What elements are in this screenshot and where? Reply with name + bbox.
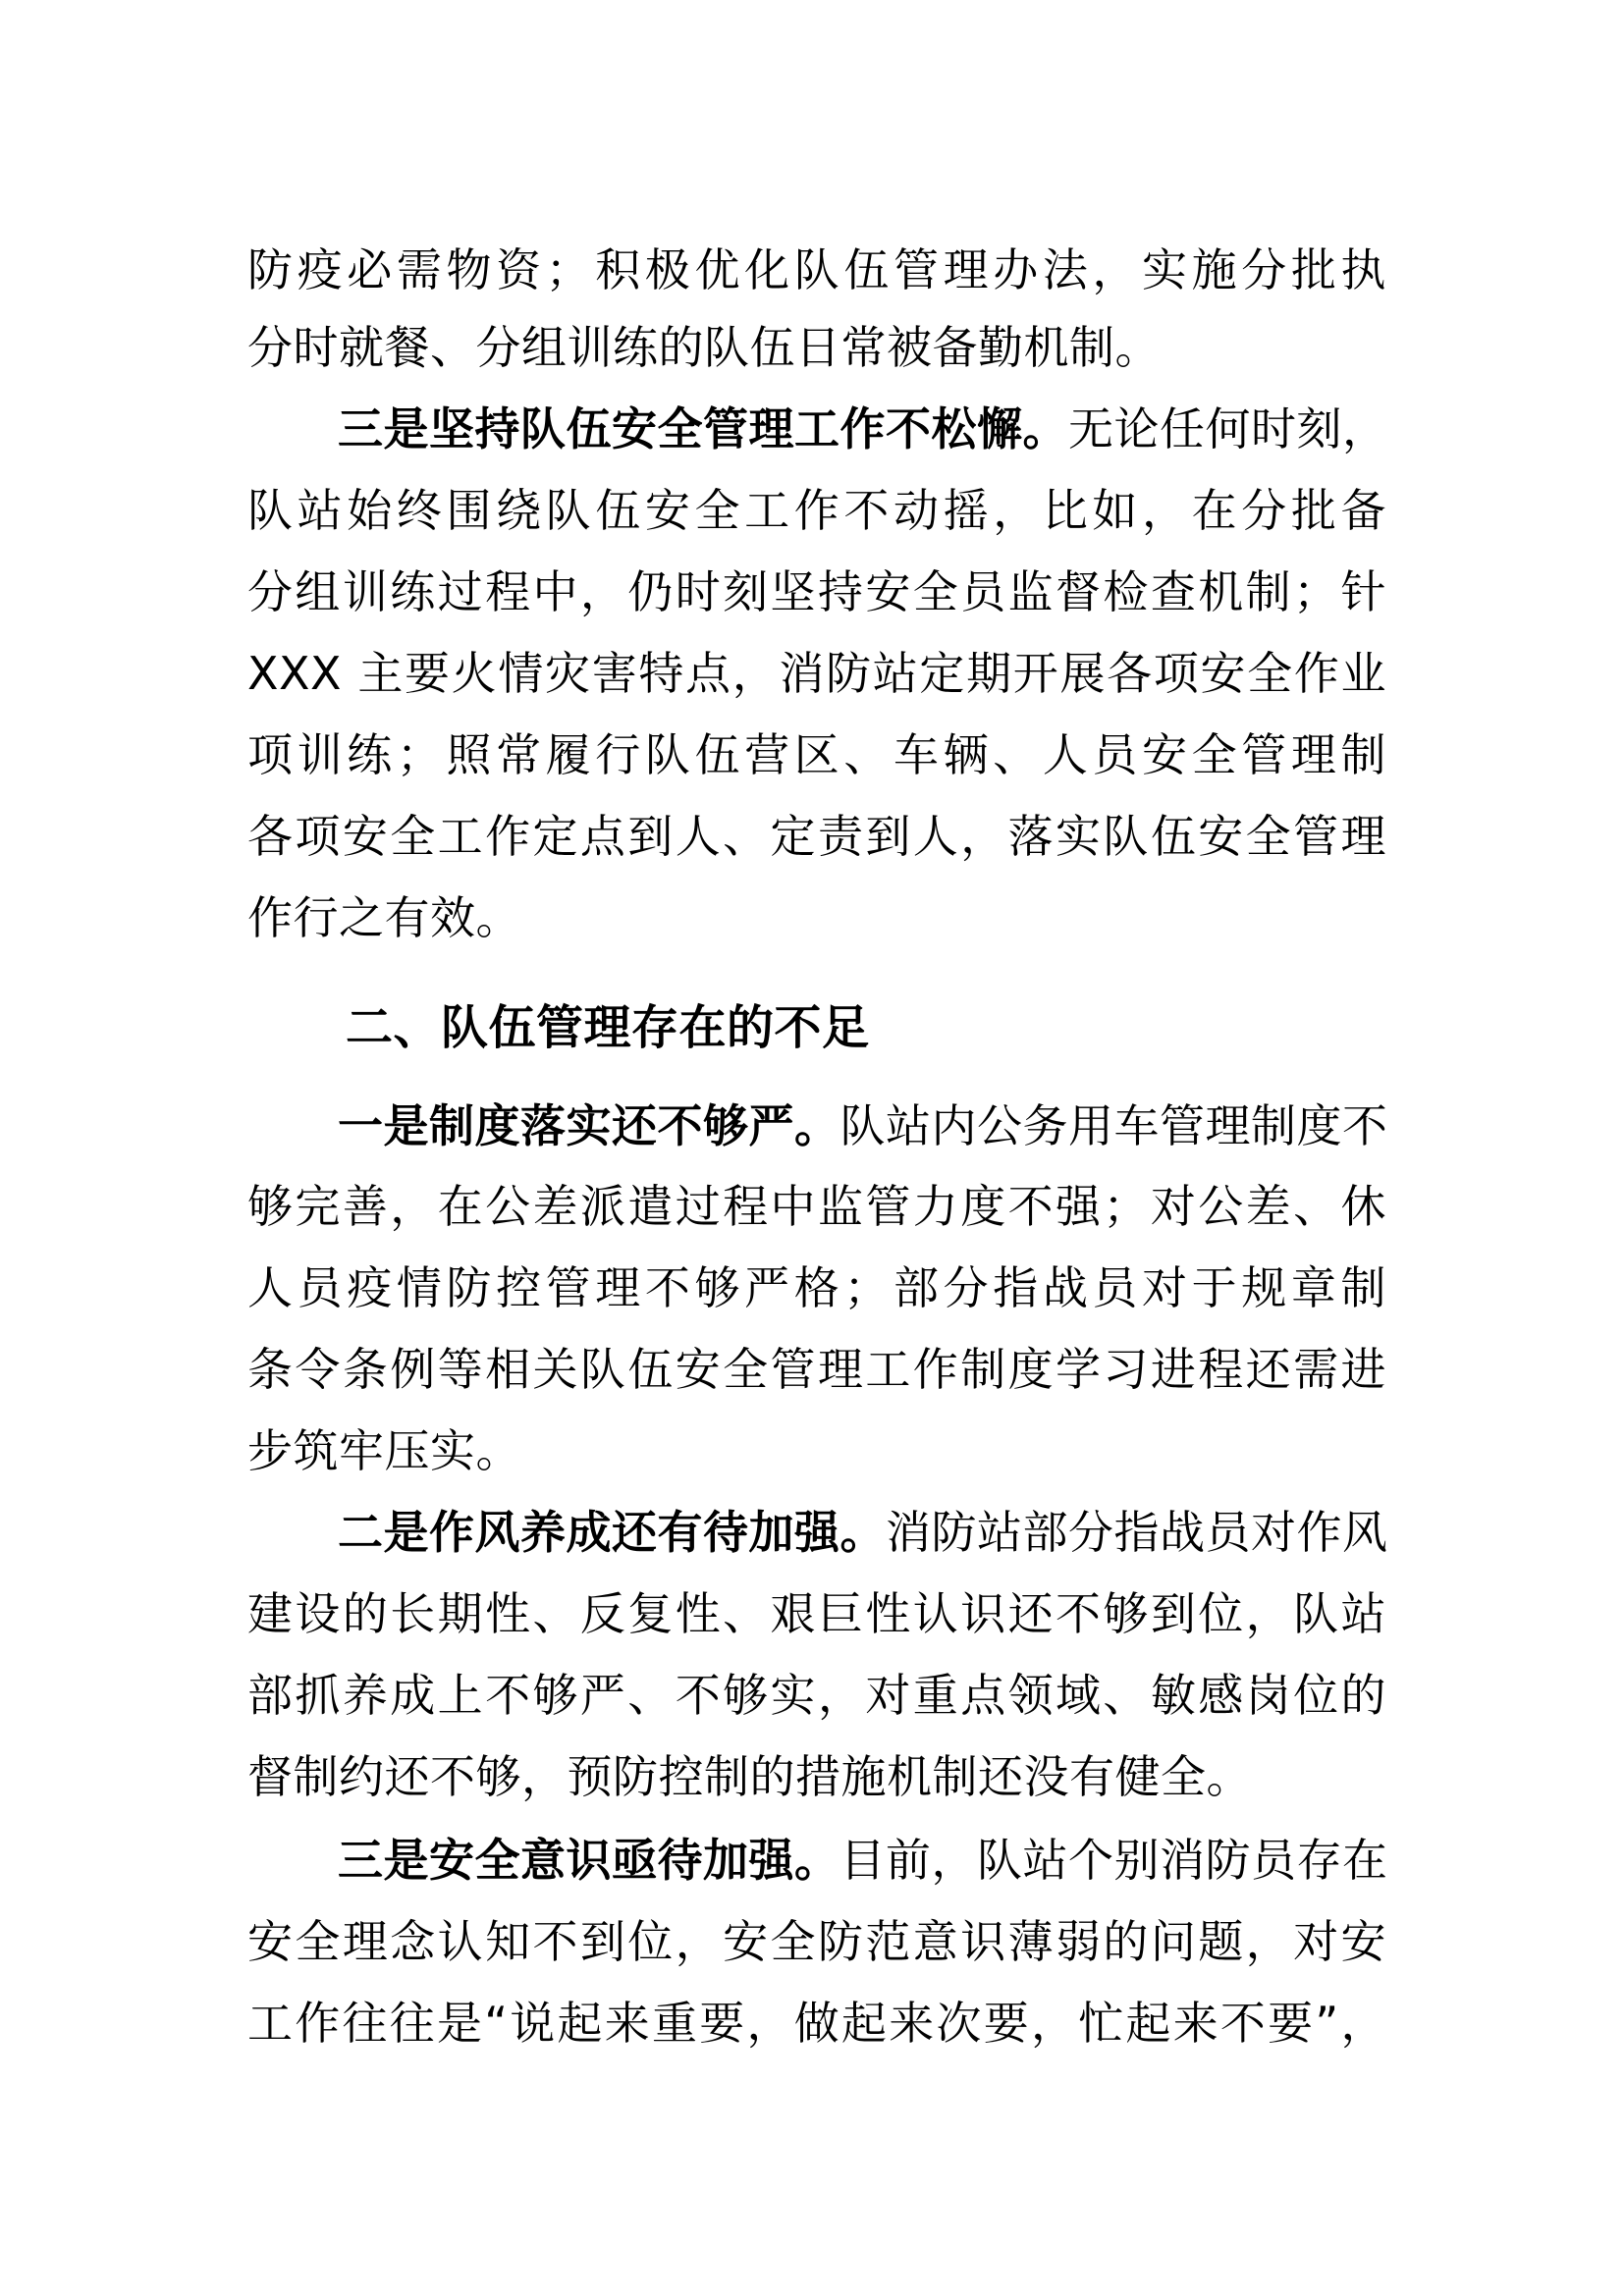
paragraph-lead-bold: 一是制度落实还不够严。 (338, 1099, 840, 1152)
paragraph-line: 安全理念认知不到位，安全防范意识薄弱的问题，对安 (247, 1915, 1386, 1968)
paragraph-first-line (338, 395, 1477, 463)
paragraph-text: 无论任何时刻， (1068, 402, 1388, 455)
paragraph-line: 人员疫情防控管理不够严格；部分指战员对于规章制 (247, 1261, 1386, 1314)
paragraph-lead-bold: 三是安全意识亟待加强。 (338, 1834, 840, 1887)
paragraph-line: 各项安全工作定点到人、定责到人，落实队伍安全管理 (247, 810, 1386, 863)
paragraph-text: 消防站部分指战员对作风 (886, 1506, 1388, 1559)
paragraph-line: 作行之有效。 (247, 891, 521, 944)
paragraph-first-line (338, 1092, 1477, 1160)
paragraph-line: 步筑牢压实。 (247, 1424, 521, 1477)
paragraph-line: 部抓养成上不够严、不够实，对重点领域、敏感岗位的 (247, 1669, 1386, 1722)
paragraph-lead-bold: 二是作风养成还有待加强。 (338, 1506, 886, 1559)
paragraph-line: 条令条例等相关队伍安全管理工作制度学习进程还需进 (247, 1343, 1386, 1396)
paragraph-first-line (338, 1826, 1477, 1895)
paragraph-line: 够完善，在公差派遣过程中监管力度不强；对公差、休 (247, 1180, 1386, 1233)
paragraph-line: 队站始终围绕队伍安全工作不动摇，比如，在分批备 (247, 484, 1386, 537)
paragraph-line: 分组训练过程中，仍时刻坚持安全员监督检查机制；针 (247, 565, 1386, 618)
paragraph-lead-bold: 三是坚持队伍安全管理工作不松懈。 (338, 402, 1068, 455)
section-heading: 二、队伍管理存在的不足 (346, 1000, 870, 1055)
paragraph-line: 项训练；照常履行队伍营区、车辆、人员安全管理制 (247, 728, 1386, 781)
paragraph-line: 防疫必需物资；积极优化队伍管理办法，实施分批执 (247, 243, 1386, 296)
paragraph-line: 建设的长期性、反复性、艰巨性认识还不够到位，队站 (247, 1587, 1386, 1640)
paragraph-line: XXX 主要火情灾害特点，消防站定期开展各项安全作业 (247, 647, 1386, 700)
paragraph-text: 目前，队站个别消防员存在 (839, 1834, 1388, 1887)
paragraph-text: 队站内公务用车管理制度不 (839, 1099, 1388, 1152)
paragraph-line: 分时就餐、分组训练的队伍日常被备勤机制。 (247, 321, 1161, 374)
paragraph-first-line (338, 1498, 1477, 1567)
paragraph-line: 督制约还不够，预防控制的措施机制还没有健全。 (247, 1750, 1252, 1803)
paragraph-line: 工作往往是“说起来重要，做起来次要，忙起来不要”， (247, 1997, 1386, 2050)
